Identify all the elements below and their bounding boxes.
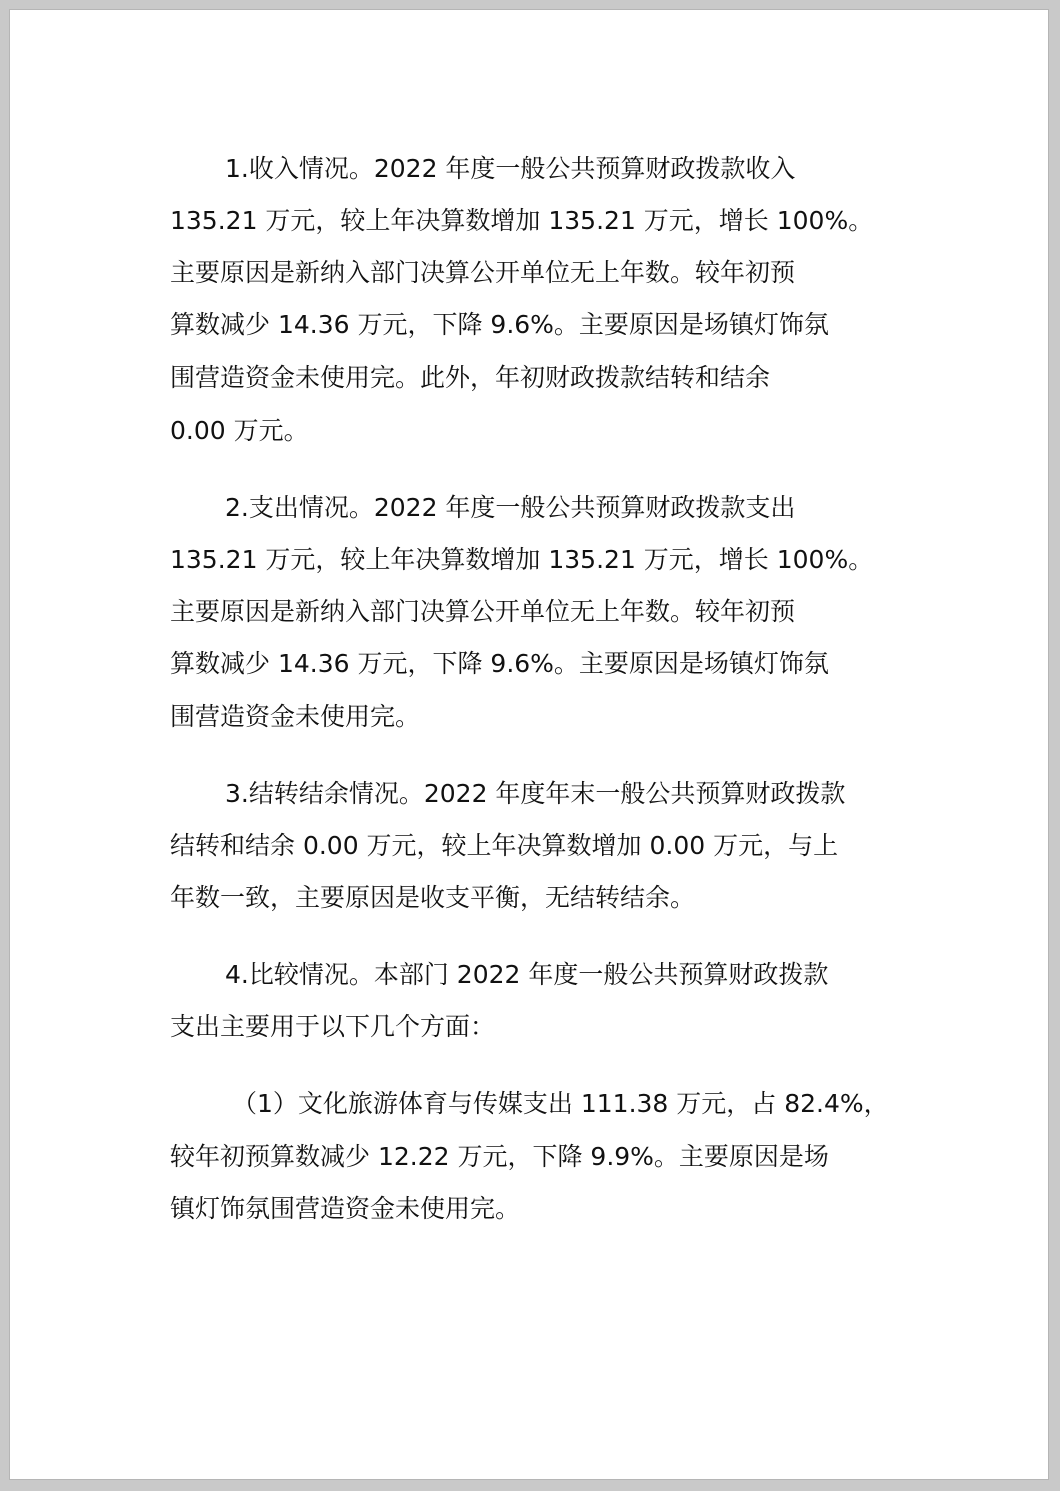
text-line: （1）文化旅游体育与传媒支出 111.38 万元，占 82.4%， xyxy=(232,1089,889,1118)
text-line: 镇灯饰氛围营造资金未使用完。 xyxy=(170,1194,521,1223)
text-line: 135.21 万元，较上年决算数增加 135.21 万元，增长 100%。 xyxy=(170,545,874,574)
text-line: 较年初预算数减少 12.22 万元，下降 9.9%。主要原因是场 xyxy=(170,1142,829,1171)
text-line: 2.支出情况。2022 年度一般公共预算财政拨款支出 xyxy=(225,493,796,522)
text-line: 围营造资金未使用完。 xyxy=(170,702,421,731)
text-line: 4.比较情况。本部门 2022 年度一般公共预算财政拨款 xyxy=(225,960,829,989)
text-line: 围营造资金未使用完。此外，年初财政拨款结转和结余 xyxy=(170,363,771,392)
text-line: 主要原因是新纳入部门决算公开单位无上年数。较年初预 xyxy=(170,597,796,626)
text-line: 主要原因是新纳入部门决算公开单位无上年数。较年初预 xyxy=(170,258,796,287)
text-line: 0.00 万元。 xyxy=(170,416,309,445)
text-line: 支出主要用于以下几个方面： xyxy=(170,1012,496,1041)
text-line: 算数减少 14.36 万元，下降 9.6%。主要原因是场镇灯饰氛 xyxy=(170,310,829,339)
text-line: 1.收入情况。2022 年度一般公共预算财政拨款收入 xyxy=(225,154,796,183)
text-line: 135.21 万元，较上年决算数增加 135.21 万元，增长 100%。 xyxy=(170,206,874,235)
text-line: 结转和结余 0.00 万元，较上年决算数增加 0.00 万元，与上 xyxy=(170,831,839,860)
document-page xyxy=(9,9,1049,1480)
text-line: 年数一致，主要原因是收支平衡，无结转结余。 xyxy=(170,883,696,912)
text-line: 算数减少 14.36 万元，下降 9.6%。主要原因是场镇灯饰氛 xyxy=(170,649,829,678)
text-line: 3.结转结余情况。2022 年度年末一般公共预算财政拨款 xyxy=(225,779,846,808)
